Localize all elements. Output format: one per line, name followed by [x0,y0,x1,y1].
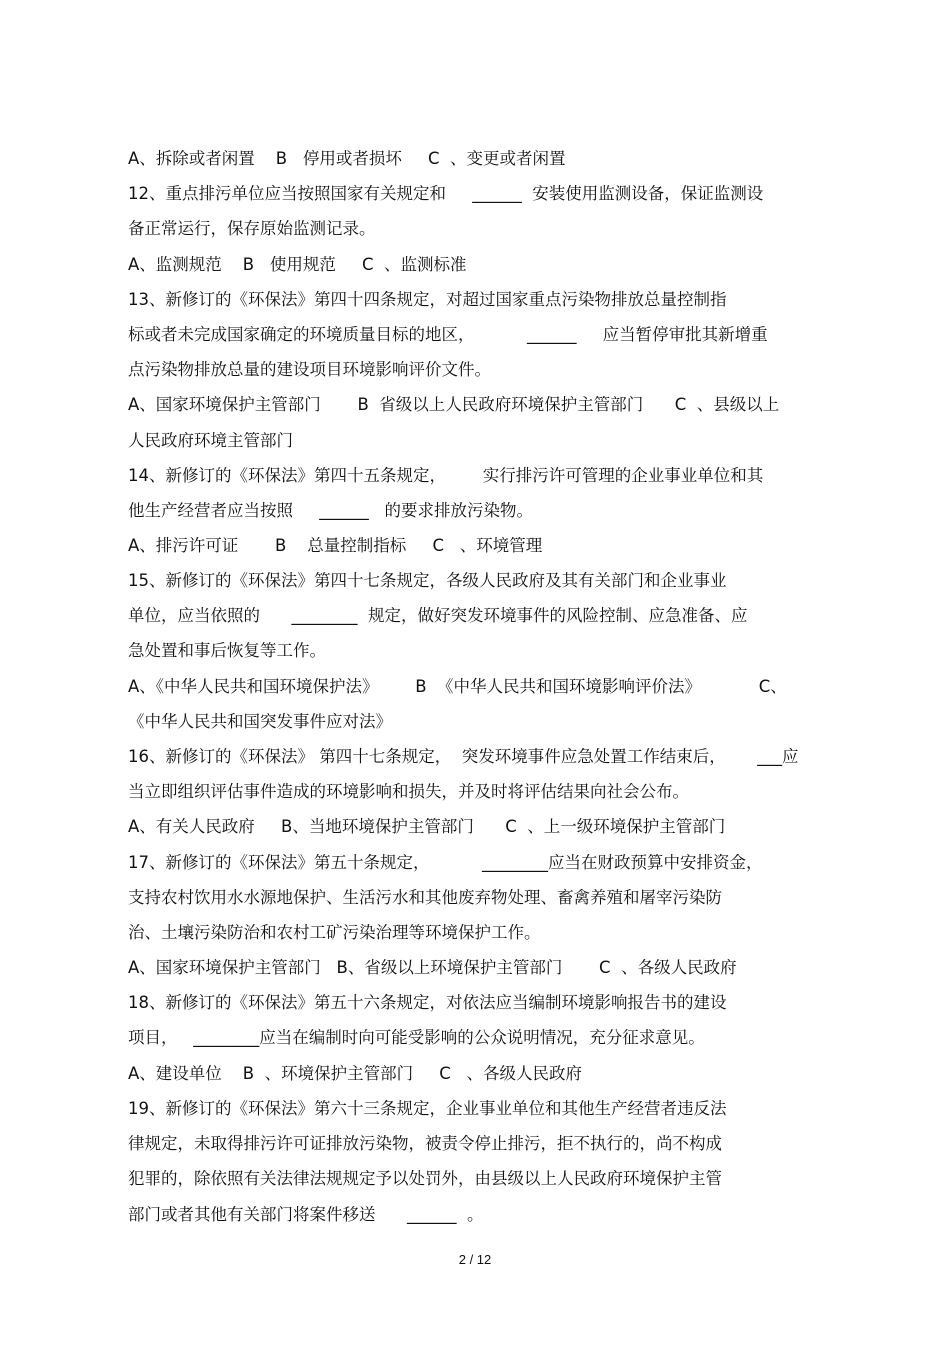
question-13-options-2: 人民政府环境主管部门 [128,431,293,450]
question-14-options: A、排污许可证 B 总量控制指标 C 、环境管理 [128,536,543,555]
question-17-line-3: 治、土壤污染防治和农村工矿污染治理等环境保护工作。 [128,923,541,942]
question-15-line-2: 单位，应当依照的 ________ 规定，做好突发环境事件的风险控制、应急准备、应 [128,606,748,625]
question-19-line-1: 19、新修订的《环保法》第六十三条规定，企业事业单位和其他生产经营者违反法 [128,1099,727,1118]
question-12-options: A、监测规范 B 使用规范 C 、监测标准 [128,255,467,274]
question-17-line-1: 17、新修订的《环保法》第五十条规定， ________应当在财政预算中安排资金， [128,853,763,872]
question-13-line-2: 标或者未完成国家确定的环境质量目标的地区， ______ 应当暂停审批其新增重 [128,325,768,344]
question-14-line-1: 14、新修订的《环保法》第四十五条规定， 实行排污许可管理的企业事业单位和其 [128,466,764,485]
question-17-options: A、国家环境保护主管部门 B、省级以上环境保护主管部门 C 、各级人民政府 [128,958,737,977]
question-16-line-2: 当立即组织评估事件造成的环境影响和损失，并及时将评估结果向社会公布。 [128,782,689,801]
question-15-options-2: 《中华人民共和国突发事件应对法》 [128,712,392,731]
question-15-options-1: A、《中华人民共和国环境保护法》 B 《中华人民共和国环境影响评价法》 C、 [128,677,787,696]
question-19-line-4: 部门或者其他有关部门将案件移送 ______ 。 [128,1205,484,1224]
question-15-line-3: 急处置和事后恢复等工作。 [128,641,326,660]
page-number: 2 / 12 [458,1252,492,1267]
question-18-options: A、建设单位 B 、环境保护主管部门 C 、各级人民政府 [128,1064,583,1083]
question-16-line-1: 16、新修订的《环保法》 第四十七条规定， 突发环境事件应急处置工作结束后， ___应 [128,747,799,766]
question-17-line-2: 支持农村饮用水水源地保护、生活污水和其他废弃物处理、畜禽养殖和屠宰污染防 [128,888,722,907]
question-15-line-1: 15、新修订的《环保法》第四十七条规定，各级人民政府及其有关部门和企业事业 [128,571,727,590]
question-13-options-1: A、国家环境保护主管部门 B 省级以上人民政府环境保护主管部门 C 、县级以上 [128,395,780,414]
question-13-line-1: 13、新修订的《环保法》第四十四条规定，对超过国家重点污染物排放总量控制指 [128,290,727,309]
question-19-line-2: 律规定，未取得排污许可证排放污染物，被责令停止排污，拒不执行的，尚不构成 [128,1134,722,1153]
question-18-line-2: 项目， ________应当在编制时向可能受影响的公众说明情况，充分征求意见。 [128,1028,705,1047]
question-18-line-1: 18、新修订的《环保法》第五十六条规定，对依法应当编制环境影响报告书的建设 [128,993,727,1012]
question-13-line-3: 点污染物排放总量的建设项目环境影响评价文件。 [128,360,491,379]
question-14-line-2: 他生产经营者应当按照 ______ 的要求排放污染物。 [128,501,533,520]
question-19-line-3: 犯罪的，除依照有关法律法规规定予以处罚外，由县级以上人民政府环境保护主管 [128,1169,722,1188]
question-12-line-2: 备正常运行，保存原始监测记录。 [128,219,376,238]
question-16-options: A、有关人民政府 B、当地环境保护主管部门 C 、上一级环境保护主管部门 [128,817,726,836]
question-12-line-1: 12、重点排污单位应当按照国家有关规定和 ______ 安装使用监测设备，保证监测设 [128,184,764,203]
option-line: A、拆除或者闲置 B 停用或者损坏 C 、变更或者闲置 [128,149,566,168]
